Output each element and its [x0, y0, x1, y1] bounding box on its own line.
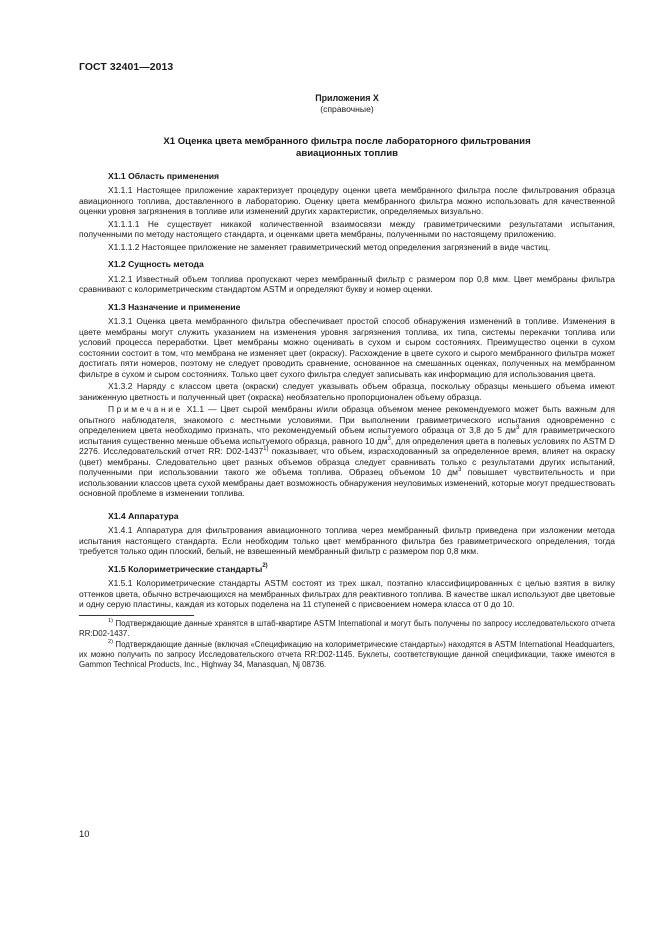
note-text-c: , для определения цвета в полевых условиях по ASTM D 2276. Исследовательский отчет RR: D02-1437	[79, 435, 615, 457]
note-x1-1	[79, 404, 615, 499]
note-text-e: повышает чувствительность и при использовании классов цвета сухой мембраны дает возможность обнаружения неуловимых изменений, которые могут предшествовать основной проблеме в изменении топлива.	[79, 467, 615, 499]
paragraph-x1-2-1: Х1.2.1 Известный объем топлива пропускают через мембранный фильтр с размером пор 0,8 мкм. Цвет мембраны фильтра сравнивают с колориметрическим стандартом ASTM и определяют букву и номер оценки.	[79, 273, 615, 295]
footnote-divider	[79, 615, 194, 616]
standard-header: ГОСТ 32401—2013	[79, 62, 174, 73]
note-text-a: Х1.1 — Цвет сырой мембраны и/или образца объемом менее рекомендуемого может быть важным для опытного наблюдателя, знакомого с местными условиями. При выполнении гравиметрического испытания одновременно с определением цвета необходимо признать, что рекомендуемый объем испытуемого образца от 3,8 до 5 дм	[79, 404, 615, 436]
heading-apparatus: Х1.4 Аппаратура	[108, 510, 179, 521]
paragraph-x1-1-1-2: Х1.1.1.2 Настоящее приложение не заменяет гравиметрический метод определения загрязнений в виде частиц.	[108, 241, 551, 252]
note-text-b: для гравиметрического испытания существенно меньше объема испытуемого образца, равного 10 дм	[79, 425, 615, 446]
paragraph-x1-1-1-1: Х1.1.1.1 Не существует никакой количественной взаимосвязи между гравиметрическими результатами испытания, полученными по методу настоящего стандарта, и оценками цвета мембраны, полученными по настоящему приложению.	[79, 218, 615, 240]
paragraph-x1-4-1: Х1.4.1 Аппаратура для фильтрования авиационного топлива через мембранный фильтр приведена при изложении метода испытания настоящего стандарта. Если необходим только цвет мембранного фильтра без гравиметрического определения, тогда требуется только один плоский, белый, не взвешенный мембранный фильтр с размером пор 0,8 мкм.	[79, 525, 615, 557]
note-sup-2: 3	[387, 435, 391, 442]
appendix-subtitle: (справочные)	[320, 104, 374, 114]
footnote-1	[79, 619, 615, 639]
note-sup-4: 3	[457, 467, 462, 473]
page-content	[79, 93, 615, 671]
note-sup-1: 3	[516, 425, 520, 431]
section-title-line2: авиационных топлив	[295, 148, 399, 160]
page-number: 10	[79, 828, 90, 839]
heading-colorimetric-text: Х1.5 Колориметрические стандарты	[108, 563, 263, 574]
heading-footnote-ref-2: 2)	[262, 563, 268, 570]
note-footnote-ref-1: 1)	[263, 446, 269, 452]
footnote-1-text: Подтверждающие данные хранятся в штаб-квартире ASTM International и могут быть получены по запросу исследовательского отчета RR:D02-1437.	[79, 618, 615, 638]
appendix-title: Приложения Х	[315, 93, 379, 103]
footnote-2-mark: 2)	[108, 638, 113, 645]
footnote-2-text: Подтверждающие данные (включая «Спецификацию на колориметрические стандарты») находятся в ASTM International Headquarters, их можно получить по запросу Исследовательского отчета RR:D02-1145. Буклеты, соответствующие данной спецификации, также имеются в Gammon Technical Products, Inc., Highway 34, Manasquan, Nj 08736.	[79, 639, 615, 669]
heading-scope: Х1.1 Область применения	[108, 170, 220, 181]
section-title	[79, 136, 615, 161]
heading-method-summary: Х1.2 Сущность метода	[108, 259, 204, 270]
paragraph-x1-1-1: Х1.1.1 Настоящее приложение характеризует процедуру оценки цвета мембранного фильтра после фильтрования образца авиационного топлива, доставленного в лабораторию. Оценку цвета мембранного фильтра можно использовать для качественной оценки уровня загрязнения в топливе или изменений других характеристик, определяемых визуально.	[79, 185, 615, 217]
footnote-1-mark: 1)	[108, 617, 113, 624]
note-text-d: показывает, что объем, израсходованный за определенное время, влияет на окраску (цвет) мембраны. Следовательно цвет разных объемов образца следует сравнивать только с результатами других испытаний, полученными при использовании такого же объема топлива. Образец объемом 10 дм	[79, 446, 615, 478]
heading-colorimetric-standards	[108, 564, 615, 575]
paragraph-x1-3-2: Х1.3.2 Наряду с классом цвета (окраски) следует указывать объем образца, поскольку образцы меньшего объема имеют заниженную цветность и полученный цвет (окраска) необязательно пропорционален объему образца.	[79, 381, 615, 402]
heading-significance: Х1.3 Назначение и применение	[108, 301, 241, 312]
paragraph-x1-3-1: Х1.3.1 Оценка цвета мембранного фильтра обеспечивает простой способ обнаружения изменений в топливе. Изменения в цвете мембраны могут служить указанием на изменения уровня загрязнения топлива, их типа, системы перекачки топлива или условий процесса переработки. Цвет мембраны можно оценивать в сухом и сыром состояниях. Преимущество оценки в сухом состоянии состоит в том, что мембрана не изменяет цвет (окраску). Расхождение в цвете сухого и сырого мембранного фильтра может достигать пяти номеров, поэтому не следует проводить сравнение, основанное на смешанных оценках, полученных на мембранном фильтре в сухом и сыром состояниях. Только цвет сухого фильтра следует записывать как информацию для использования цвета.	[79, 316, 615, 379]
section-title-line1: Х1 Оценка цвета мембранного фильтра после лабораторного фильтрования	[163, 136, 531, 147]
note-prefix: Примечание	[108, 404, 183, 415]
footnote-2	[79, 640, 615, 670]
paragraph-x1-5-1: Х1.5.1 Колориметрические стандарты ASTM состоят из трех шкал, поэтапно классифицированных с целью взятия в вилку оттенков цвета, обычно встречающихся на мембранных фильтрах для реактивного топлива. В качестве шкал используют две цветовые и одну серую пластины, каждая из которых поделена на 11 ступеней с присвоением номера класса от 0 до 10.	[79, 578, 615, 610]
